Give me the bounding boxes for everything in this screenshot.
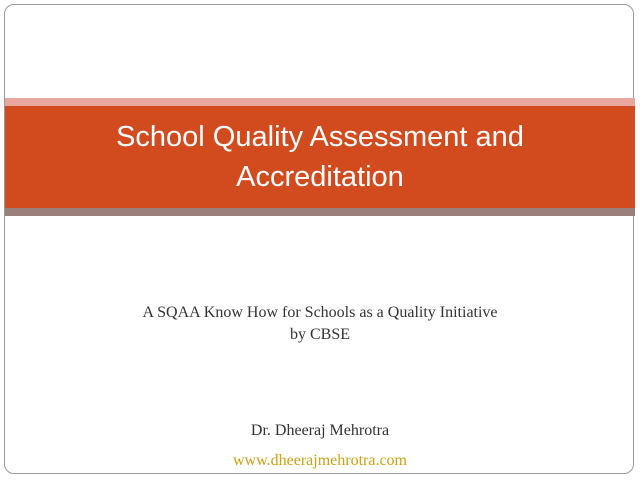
- website-link[interactable]: www.dheerajmehrotra.com: [233, 452, 407, 469]
- title-band: [5, 106, 635, 208]
- subtitle-line-1: A SQAA Know How for Schools as a Quality Initiative: [142, 304, 498, 321]
- slide-title: School Quality Assessment and Accreditation: [116, 121, 524, 193]
- author-name: Dr. Dheeraj Mehrotra: [250, 422, 390, 439]
- slide-subtitle: [60, 302, 580, 346]
- slide-frame: [4, 4, 634, 474]
- subtitle-line-2: by CBSE: [289, 326, 350, 343]
- title-band-bottom-stripe: [5, 208, 635, 216]
- title-band-top-stripe: [5, 98, 635, 106]
